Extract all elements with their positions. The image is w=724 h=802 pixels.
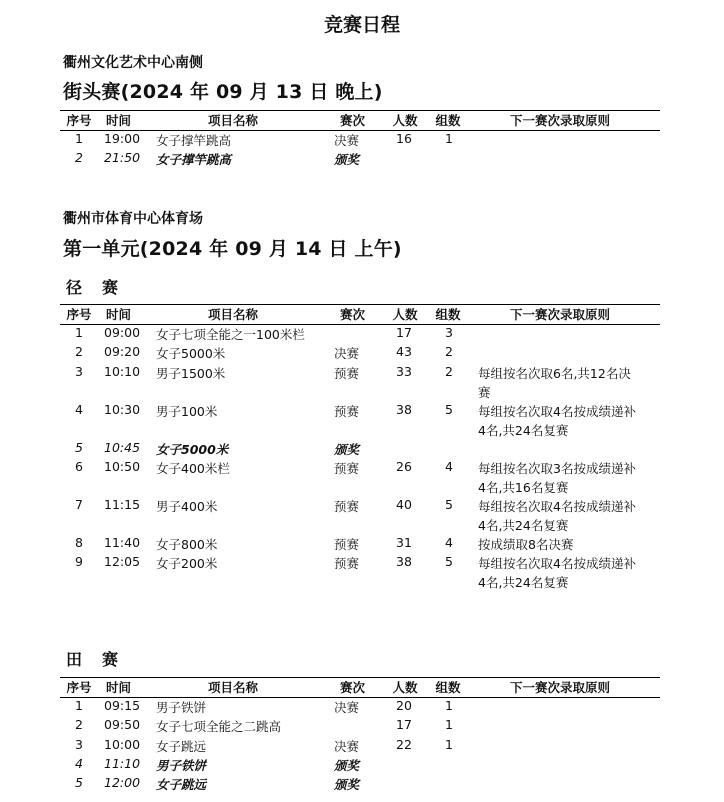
- cell-event: 男子1500米: [156, 365, 226, 381]
- cell-time: 09:50: [104, 717, 141, 733]
- cell-event: 男子100米: [156, 403, 218, 419]
- cell-time: 10:45: [104, 439, 141, 455]
- header-no: 序号: [66, 113, 92, 128]
- cell-no: 4: [75, 401, 83, 417]
- section-field-label: 田赛: [66, 650, 139, 669]
- cell-round: 决赛: [334, 133, 360, 148]
- header-groups: 组数: [435, 680, 461, 695]
- cell-groups: 1: [445, 736, 453, 752]
- table-header: [60, 304, 660, 325]
- cell-rule: 每组按名次取4名按成绩递补: [478, 556, 636, 572]
- cell-count: 31: [396, 534, 412, 550]
- table-row: [60, 131, 660, 150]
- cell-round: 预赛: [334, 536, 360, 552]
- cell-count: 17: [396, 717, 412, 733]
- cell-groups: 4: [445, 458, 453, 474]
- cell-rule-cont: 4名,共24名复赛: [478, 517, 569, 533]
- cell-event: 女子撑竿跳高: [156, 133, 232, 148]
- cell-time: 11:40: [104, 534, 141, 550]
- cell-event: 男子铁饼: [156, 700, 207, 715]
- cell-rule: 每组按名次取3名按成绩递补: [478, 460, 636, 476]
- cell-round: 颁奖: [334, 441, 360, 457]
- table-row: [60, 756, 660, 775]
- schedule-table-field: [60, 677, 660, 794]
- cell-time: 12:00: [104, 775, 141, 791]
- table-row: [60, 325, 660, 344]
- cell-event: 男子铁饼: [156, 757, 207, 773]
- cell-round: 预赛: [334, 460, 360, 476]
- cell-count: 16: [396, 131, 412, 146]
- cell-no: 1: [75, 325, 83, 340]
- header-time: 时间: [106, 307, 132, 322]
- cell-groups: 2: [445, 344, 453, 360]
- cell-round: 决赛: [334, 738, 360, 754]
- cell-rule-cont: 4名,共24名复赛: [478, 575, 569, 591]
- table-row: [60, 402, 660, 440]
- header-count: 人数: [392, 307, 418, 322]
- cell-count: 38: [396, 401, 412, 417]
- cell-round: 决赛: [334, 700, 360, 715]
- cell-no: 5: [75, 775, 83, 791]
- table-row: [60, 150, 660, 169]
- cell-rule-cont: 4名,共16名复赛: [478, 479, 569, 495]
- cell-groups: 1: [445, 698, 453, 713]
- cell-time: 09:00: [104, 325, 141, 340]
- table-row: [60, 344, 660, 363]
- cell-time: 11:15: [104, 496, 141, 512]
- table-row: [60, 440, 660, 459]
- header-rule: 下一赛次录取原则: [510, 307, 611, 322]
- table-row: [60, 554, 660, 592]
- cell-event: 男子400米: [156, 498, 218, 514]
- cell-time: 09:15: [104, 698, 141, 713]
- cell-no: 9: [75, 554, 83, 570]
- cell-event: 女子5000米: [156, 346, 226, 362]
- cell-no: 2: [75, 717, 83, 733]
- cell-round: 预赛: [334, 498, 360, 514]
- header-no: 序号: [66, 680, 92, 695]
- cell-groups: 1: [445, 717, 453, 733]
- cell-no: 8: [75, 534, 83, 550]
- cell-no: 3: [75, 736, 83, 752]
- cell-event: 女子跳远: [156, 777, 207, 793]
- cell-groups: 5: [445, 401, 453, 417]
- cell-groups: 1: [445, 131, 453, 146]
- table-row: [60, 535, 660, 554]
- cell-count: 43: [396, 344, 412, 360]
- cell-rule: 每组按名次取4名按成绩递补: [478, 403, 636, 419]
- section-track-label: 径赛: [66, 278, 139, 297]
- cell-no: 2: [75, 344, 83, 360]
- venue-2: 衢州市体育中心体育场: [63, 211, 203, 227]
- cell-rule: 按成绩取8名决赛: [478, 536, 574, 552]
- header-no: 序号: [66, 307, 92, 322]
- cell-rule: 每组按名次取6名,共12名决: [478, 365, 631, 381]
- schedule-table-street: [60, 110, 660, 170]
- cell-count: 17: [396, 325, 412, 340]
- cell-time: 11:10: [104, 755, 141, 771]
- cell-event: 女子七项全能之一100米栏: [156, 327, 305, 342]
- cell-no: 1: [75, 131, 83, 146]
- cell-round: 决赛: [334, 346, 360, 362]
- cell-event: 女子400米栏: [156, 460, 230, 476]
- cell-rule-cont: 4名,共24名复赛: [478, 422, 569, 438]
- cell-no: 1: [75, 698, 83, 713]
- venue-1: 衢州文化艺术中心南侧: [63, 55, 203, 71]
- session-1: 街头赛(2024 年 09 月 13 日 晚上): [63, 81, 383, 103]
- table-row: [60, 717, 660, 736]
- cell-round: 颁奖: [334, 152, 360, 168]
- cell-no: 3: [75, 363, 83, 379]
- cell-count: 20: [396, 698, 412, 713]
- table-header: [60, 110, 660, 131]
- table-row: [60, 737, 660, 756]
- header-time: 时间: [106, 113, 132, 128]
- cell-time: 19:00: [104, 131, 141, 146]
- cell-count: 38: [396, 554, 412, 570]
- header-round: 赛次: [340, 307, 366, 322]
- header-event: 项目名称: [208, 307, 259, 322]
- cell-no: 6: [75, 458, 83, 474]
- cell-rule-cont: 赛: [478, 384, 491, 400]
- cell-time: 09:20: [104, 344, 141, 360]
- cell-time: 10:00: [104, 736, 141, 752]
- header-round: 赛次: [340, 680, 366, 695]
- cell-time: 10:30: [104, 401, 141, 417]
- cell-no: 7: [75, 496, 83, 512]
- cell-groups: 5: [445, 554, 453, 570]
- cell-time: 12:05: [104, 554, 141, 570]
- table-row: [60, 497, 660, 535]
- session-2: 第一单元(2024 年 09 月 14 日 上午): [63, 238, 402, 260]
- header-groups: 组数: [435, 113, 461, 128]
- cell-round: 颁奖: [334, 757, 360, 773]
- cell-time: 21:50: [104, 150, 141, 166]
- cell-groups: 5: [445, 496, 453, 512]
- cell-count: 33: [396, 363, 412, 379]
- cell-event: 女子七项全能之二跳高: [156, 719, 282, 735]
- schedule-table-track: [60, 304, 660, 592]
- cell-count: 22: [396, 736, 412, 752]
- cell-round: 预赛: [334, 556, 360, 572]
- cell-count: 26: [396, 458, 412, 474]
- header-count: 人数: [392, 113, 418, 128]
- table-row: [60, 364, 660, 402]
- table-row: [60, 698, 660, 717]
- cell-event: 女子5000米: [156, 441, 229, 457]
- header-event: 项目名称: [208, 680, 259, 695]
- cell-round: 颁奖: [334, 777, 360, 793]
- cell-event: 女子撑竿跳高: [156, 152, 232, 168]
- table-header: [60, 677, 660, 698]
- header-groups: 组数: [435, 307, 461, 322]
- page-title: 竞赛日程: [323, 14, 400, 36]
- cell-no: 2: [75, 150, 83, 166]
- cell-groups: 2: [445, 363, 453, 379]
- cell-event: 女子800米: [156, 536, 218, 552]
- cell-no: 5: [75, 439, 83, 455]
- header-round: 赛次: [340, 113, 366, 128]
- cell-no: 4: [75, 755, 83, 771]
- cell-time: 10:10: [104, 363, 141, 379]
- header-rule: 下一赛次录取原则: [510, 680, 611, 695]
- cell-rule: 每组按名次取4名按成绩递补: [478, 498, 636, 514]
- header-rule: 下一赛次录取原则: [510, 113, 611, 128]
- cell-round: 预赛: [334, 365, 360, 381]
- cell-groups: 4: [445, 534, 453, 550]
- header-count: 人数: [392, 680, 418, 695]
- header-event: 项目名称: [208, 113, 259, 128]
- cell-round: 预赛: [334, 403, 360, 419]
- cell-count: 40: [396, 496, 412, 512]
- header-time: 时间: [106, 680, 132, 695]
- cell-event: 女子跳远: [156, 738, 207, 754]
- table-row: [60, 459, 660, 497]
- table-row: [60, 775, 660, 794]
- cell-event: 女子200米: [156, 556, 218, 572]
- cell-time: 10:50: [104, 458, 141, 474]
- cell-groups: 3: [445, 325, 453, 340]
